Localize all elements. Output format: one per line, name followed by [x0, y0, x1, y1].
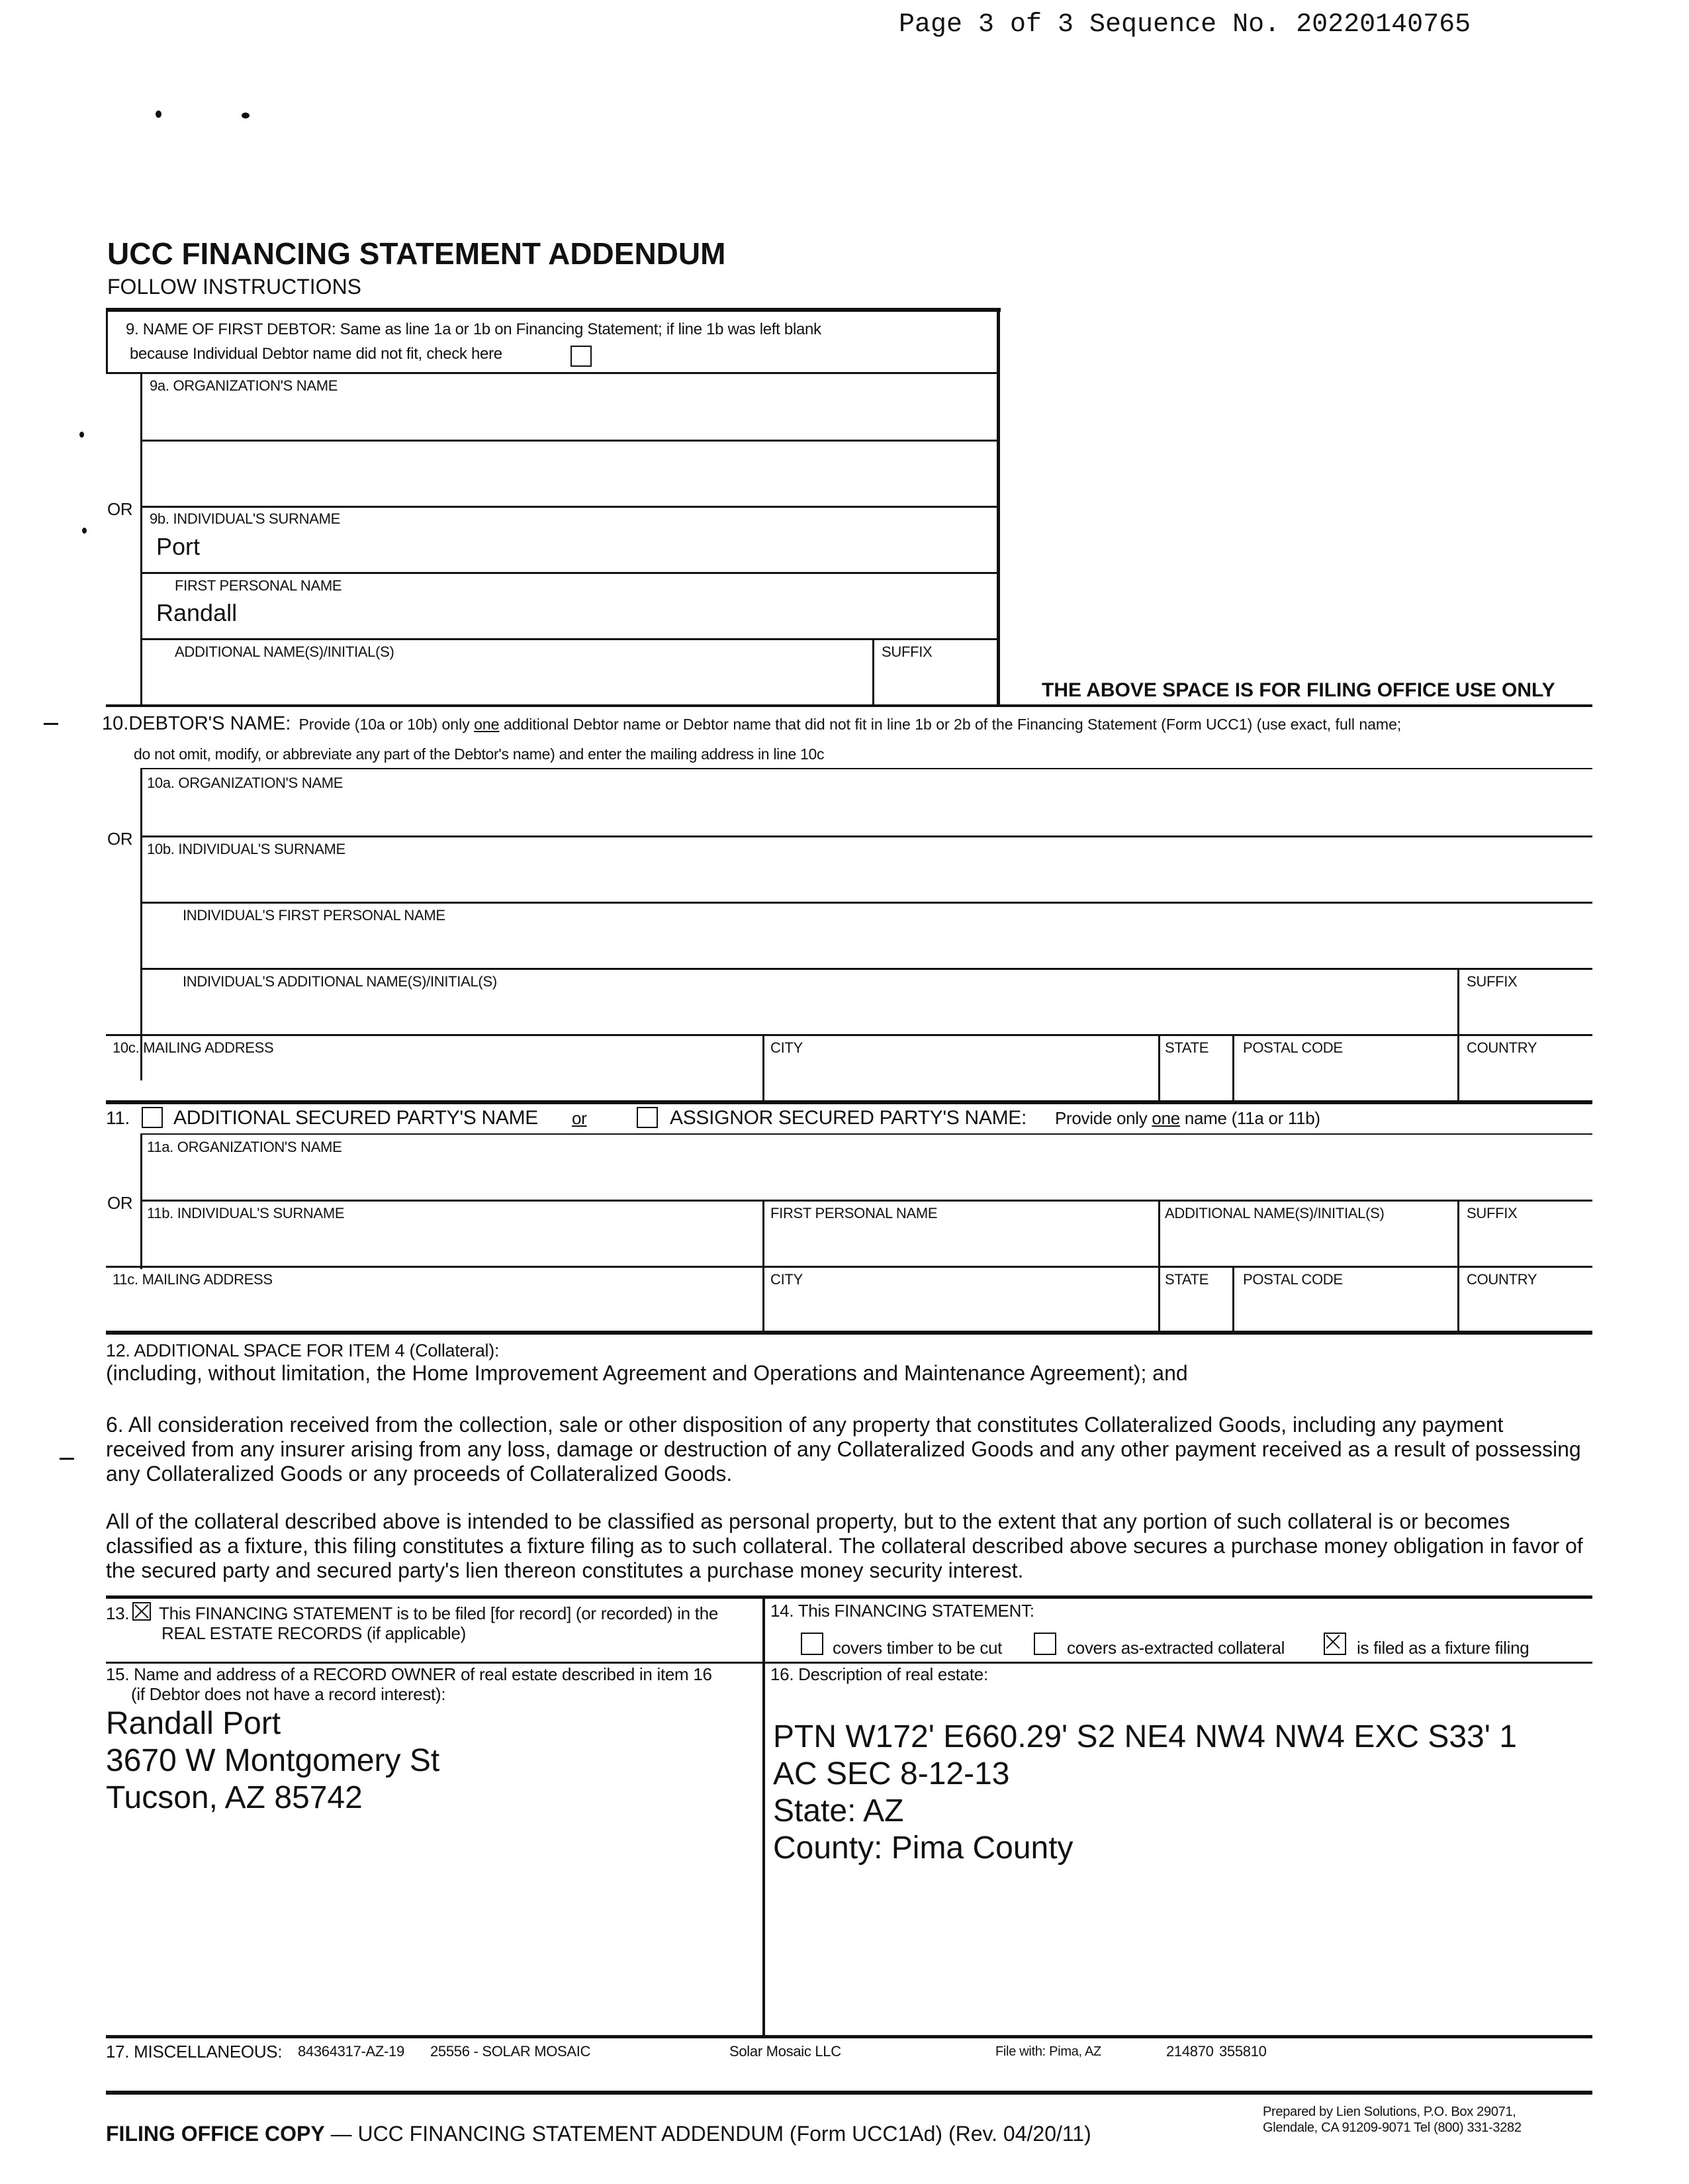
item9b-label: 9b. INDIVIDUAL'S SURNAME [150, 510, 340, 527]
follow-instructions: FOLLOW INSTRUCTIONS [107, 275, 362, 299]
record-owner-city: Tucson, AZ 85742 [106, 1780, 363, 1815]
item13-number: 13. [106, 1603, 130, 1623]
item10-heading: 10.DEBTOR'S NAME: Provide (10a or 10b) only one additional Debtor name or Debtor name that did not fit in line 1b or 2b of the Financing Statement (Form UCC1) (use exact, full name; [102, 713, 1402, 734]
assignor-secured-party-checkbox[interactable] [637, 1107, 658, 1128]
item11-postal-label: POSTAL CODE [1243, 1271, 1343, 1288]
item9-checkbox[interactable] [571, 346, 592, 367]
prepared-by: Prepared by Lien Solutions, P.O. Box 29071, [1263, 2105, 1516, 2119]
item10-first-label: INDIVIDUAL'S FIRST PERSONAL NAME [183, 907, 445, 924]
filing-office-note: THE ABOVE SPACE IS FOR FILING OFFICE USE ONLY [1042, 679, 1555, 701]
item11-additional-label: ADDITIONAL NAME(S)/INITIAL(S) [1165, 1205, 1385, 1221]
item13-checkbox[interactable] [132, 1602, 151, 1621]
item15-label: 15. Name and address of a RECORD OWNER of real estate described in item 16 [106, 1664, 712, 1684]
fixture-filing-label: is filed as a fixture filing [1357, 1638, 1529, 1658]
item11-or: or [572, 1108, 587, 1128]
misc-code: 84364317-AZ-19 [298, 2043, 404, 2060]
misc-num2: 355810 [1219, 2043, 1267, 2060]
record-owner-street: 3670 W Montgomery St [106, 1743, 440, 1778]
footer-copy: FILING OFFICE COPY — UCC FINANCING STATEMENT ADDENDUM (Form UCC1Ad) (Rev. 04/20/11) [106, 2122, 1091, 2146]
item10-country-label: COUNTRY [1467, 1039, 1537, 1056]
real-estate-county: County: Pima County [773, 1830, 1073, 1866]
item11c-label: 11c. MAILING ADDRESS [113, 1271, 273, 1288]
item10-suffix-label: SUFFIX [1467, 973, 1518, 990]
item11-suffix-label: SUFFIX [1467, 1205, 1518, 1221]
item11a-label: 11a. ORGANIZATION'S NAME [147, 1139, 342, 1155]
item14-label: 14. This FINANCING STATEMENT: [770, 1601, 1034, 1621]
item11-first-label: FIRST PERSONAL NAME [770, 1205, 938, 1221]
item13-label-line1: This FINANCING STATEMENT is to be filed [for record] (or recorded) in the [159, 1603, 719, 1623]
item11-number: 11. [106, 1108, 130, 1128]
real-estate-line-2: AC SEC 8-12-13 [773, 1756, 1010, 1791]
item11-additional-label: ADDITIONAL SECURED PARTY'S NAME [173, 1107, 538, 1129]
or-label: OR [107, 499, 133, 519]
page-sequence: Page 3 of 3 Sequence No. 20220140765 [899, 10, 1471, 40]
item9-label: 9. NAME OF FIRST DEBTOR: Same as line 1a or 1b on Financing Statement; if line 1b was left blank [126, 320, 821, 338]
scan-mark [242, 113, 250, 119]
debtor-surname: Port [156, 533, 201, 560]
misc-ref: 25556 - SOLAR MOSAIC [430, 2043, 591, 2060]
collateral-paragraph-2: 6. All consideration received from the collection, sale or other disposition of any property that constitutes Collateralized Goods, including any payment received from any insurer arising from any loss, damage or destruction of any Collateralized Goods and any other payment received as a result of possessing any Collateralized Goods or any proceeds of Collateralized Goods. [106, 1413, 1581, 1486]
item10-postal-label: POSTAL CODE [1243, 1039, 1343, 1056]
additional-secured-party-checkbox[interactable] [142, 1107, 163, 1128]
item15-label-line2: (if Debtor does not have a record interest): [131, 1684, 446, 1704]
form-title: UCC FINANCING STATEMENT ADDENDUM [107, 236, 726, 271]
item10a-label: 10a. ORGANIZATION'S NAME [147, 775, 343, 791]
prepared-address: Glendale, CA 91209-9071 Tel (800) 331-3282 [1263, 2120, 1522, 2135]
item10b-label: 10b. INDIVIDUAL'S SURNAME [147, 841, 345, 857]
item10-additional-label: INDIVIDUAL'S ADDITIONAL NAME(S)/INITIAL(S) [183, 973, 497, 990]
item11-country-label: COUNTRY [1467, 1271, 1537, 1288]
item17-label: 17. MISCELLANEOUS: [106, 2042, 283, 2062]
item10-desc-line2: do not omit, modify, or abbreviate any part of the Debtor's name) and enter the mailing address in line 10c [134, 745, 825, 763]
record-owner-name: Randall Port [106, 1706, 281, 1741]
collateral-paragraph-3: All of the collateral described above is intended to be classified as personal property, but to the extent that any portion of such collateral is or becomes classified as a fixture, this filing constitutes a fixture filing as to such collateral. The collateral described above secures a purchase money obligation in favor of the secured party and secured party's lien thereon constitutes a purchase money security interest. [106, 1509, 1583, 1582]
scan-mark [60, 1458, 74, 1460]
item11-city-label: CITY [770, 1271, 803, 1288]
timber-checkbox[interactable] [801, 1633, 823, 1655]
item9-first-label: FIRST PERSONAL NAME [175, 577, 342, 594]
item9-suffix-label: SUFFIX [882, 643, 933, 660]
scan-mark [44, 723, 58, 725]
fixture-filing-checkbox[interactable] [1324, 1633, 1346, 1655]
item10-city-label: CITY [770, 1039, 803, 1056]
as-extracted-label: covers as-extracted collateral [1067, 1638, 1285, 1658]
scan-mark [156, 111, 161, 118]
item12-label: 12. ADDITIONAL SPACE FOR ITEM 4 (Collateral): [106, 1341, 500, 1360]
item11-assignor-label: ASSIGNOR SECURED PARTY'S NAME: [670, 1107, 1027, 1129]
timber-label: covers timber to be cut [833, 1638, 1003, 1658]
collateral-paragraph-1: (including, without limitation, the Home Improvement Agreement and Operations and Maintenance Agreement); and [106, 1361, 1188, 1385]
item10-state-label: STATE [1165, 1039, 1209, 1056]
or-label: OR [107, 1193, 133, 1213]
item11-state-label: STATE [1165, 1271, 1209, 1288]
misc-party: Solar Mosaic LLC [729, 2043, 841, 2060]
debtor-first-name: Randall [156, 599, 238, 626]
item10c-label: 10c. MAILING ADDRESS [113, 1039, 274, 1056]
scan-mark [79, 432, 84, 438]
misc-num1: 214870 [1166, 2043, 1214, 2060]
item9a-label: 9a. ORGANIZATION'S NAME [150, 377, 338, 394]
item11b-label: 11b. INDIVIDUAL'S SURNAME [147, 1205, 345, 1221]
or-label: OR [107, 829, 133, 849]
item11-provide: Provide only one name (11a or 11b) [1055, 1108, 1320, 1128]
real-estate-line-1: PTN W172' E660.29' S2 NE4 NW4 NW4 EXC S33' 1 [773, 1719, 1517, 1754]
item13-label-line2: REAL ESTATE RECORDS (if applicable) [161, 1623, 467, 1643]
misc-file-with: File with: Pima, AZ [995, 2044, 1101, 2059]
item9-label-line2: because Individual Debtor name did not fit, check here [130, 345, 502, 363]
item16-label: 16. Description of real estate: [770, 1664, 988, 1684]
scan-mark [82, 528, 87, 534]
as-extracted-checkbox[interactable] [1034, 1633, 1056, 1655]
real-estate-state: State: AZ [773, 1793, 904, 1828]
item9-additional-label: ADDITIONAL NAME(S)/INITIAL(S) [175, 643, 394, 660]
